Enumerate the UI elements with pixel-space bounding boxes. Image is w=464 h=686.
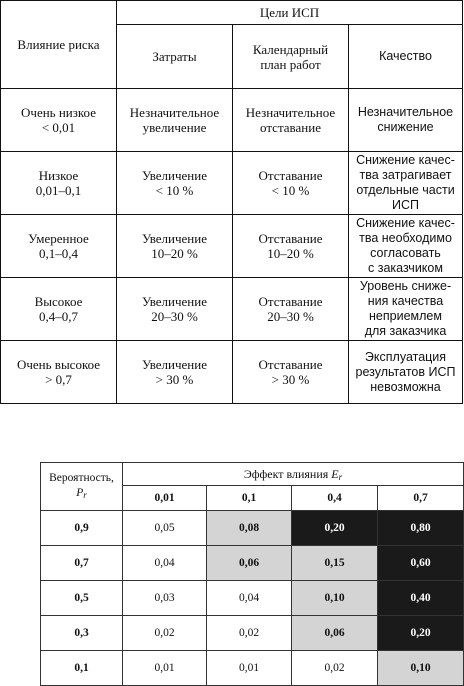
matrix-row [41, 546, 464, 581]
risk-level-cell: Очень низкое < 0,01 [1, 89, 117, 152]
effect-value: 0,4 [292, 486, 378, 511]
probability-value: 0,5 [41, 581, 123, 616]
effect-value: 0,1 [207, 486, 292, 511]
schedule-cell: Отставание > 30 % [233, 341, 349, 404]
matrix-cell: 0,01 [123, 651, 207, 686]
probability-impact-matrix [40, 462, 464, 686]
matrix-cell: 0,20 [292, 511, 378, 546]
effect-value: 0,7 [378, 486, 464, 511]
risk-level-cell: Очень высокое > 0,7 [1, 341, 117, 404]
quality-cell: Уровень сниже- ния качества неприемлем для заказчика [349, 278, 463, 341]
quality-cell: Снижение качес- тва затрагивает отдельные части ИСП [349, 152, 463, 215]
probability-value: 0,7 [41, 546, 123, 581]
effect-label: Эффект влияния [243, 466, 332, 481]
cost-cell: Незначительное увеличение [117, 89, 233, 152]
matrix-row [41, 616, 464, 651]
risk-level-cell: Умеренное 0,1–0,4 [1, 215, 117, 278]
table-row [1, 215, 463, 278]
matrix-cell: 0,01 [207, 651, 292, 686]
cost-cell: Увеличение > 30 % [117, 341, 233, 404]
matrix-row [41, 581, 464, 616]
matrix-row [41, 511, 464, 546]
schedule-header: Календарный план работ [233, 25, 349, 89]
probability-header [41, 463, 123, 511]
schedule-cell: Незначительное отставание [233, 89, 349, 152]
probability-value: 0,3 [41, 616, 123, 651]
table-row [1, 341, 463, 404]
matrix-cell: 0,15 [292, 546, 378, 581]
matrix-cell: 0,06 [207, 546, 292, 581]
table-row [1, 278, 463, 341]
matrix-cell: 0,04 [207, 581, 292, 616]
risk-level-cell: Высокое 0,4–0,7 [1, 278, 117, 341]
matrix-cell: 0,05 [123, 511, 207, 546]
cost-cell: Увеличение 20–30 % [117, 278, 233, 341]
matrix-cell: 0,02 [292, 651, 378, 686]
cost-cell: Увеличение 10–20 % [117, 215, 233, 278]
matrix-cell: 0,02 [207, 616, 292, 651]
schedule-cell: Отставание 10–20 % [233, 215, 349, 278]
effect-header [123, 463, 464, 486]
effect-subscript: r [338, 471, 343, 482]
probability-symbol: P [76, 486, 84, 499]
project-goals-header: Цели ИСП [117, 1, 463, 25]
matrix-cell: 0,10 [292, 581, 378, 616]
matrix-cell: 0,10 [378, 651, 464, 686]
matrix-cell: 0,40 [378, 581, 464, 616]
quality-cell: Эксплуатация результатов ИСП невозможна [349, 341, 463, 404]
probability-value: 0,1 [41, 651, 123, 686]
probability-value: 0,9 [41, 511, 123, 546]
probability-label: Вероятность, [49, 471, 114, 484]
effect-value: 0,01 [123, 486, 207, 511]
effect-symbol: E [331, 466, 339, 481]
probability-subscript: r [83, 489, 87, 500]
table-row [1, 89, 463, 152]
matrix-cell: 0,04 [123, 546, 207, 581]
cost-cell: Увеличение < 10 % [117, 152, 233, 215]
matrix-cell: 0,80 [378, 511, 464, 546]
matrix-cell: 0,60 [378, 546, 464, 581]
matrix-cell: 0,08 [207, 511, 292, 546]
quality-cell: Незначительное снижение [349, 89, 463, 152]
matrix-cell: 0,03 [123, 581, 207, 616]
risk-impact-header: Влияние риска [1, 1, 117, 89]
matrix-cell: 0,02 [123, 616, 207, 651]
schedule-cell: Отставание 20–30 % [233, 278, 349, 341]
quality-header: Качество [349, 25, 463, 89]
cost-header: Затраты [117, 25, 233, 89]
risk-level-cell: Низкое 0,01–0,1 [1, 152, 117, 215]
matrix-cell: 0,20 [378, 616, 464, 651]
quality-cell: Снижение качес- тва необходимо согласовать с заказчиком [349, 215, 463, 278]
table-row [1, 152, 463, 215]
schedule-cell: Отставание < 10 % [233, 152, 349, 215]
matrix-cell: 0,06 [292, 616, 378, 651]
